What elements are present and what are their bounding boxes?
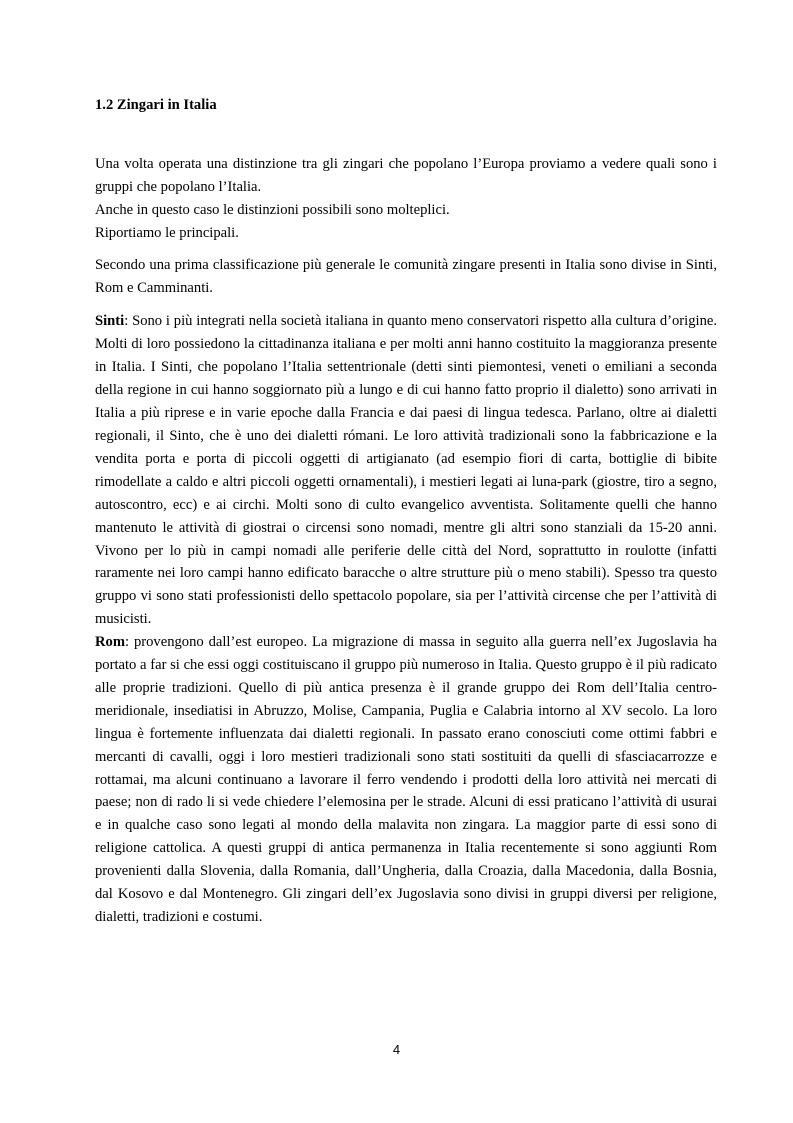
sinti-paragraph bbox=[95, 310, 717, 631]
section-heading: 1.2 Zingari in Italia bbox=[95, 97, 217, 113]
sinti-term: Sinti bbox=[95, 313, 125, 330]
sinti-description: : Sono i più integrati nella società italiana in quanto meno conservatori rispetto alla cultura d’origine. Molti di loro possiedono la cittadinanza italiana e per molti anni hanno costituito la maggioranza presente in Italia. I Sinti, che popolano l’Italia settentrionale (detti sinti piemontesi, veneti o emiliani a seconda della regione in cui hanno soggiornato più a lungo e di cui hanno fatto proprio il dialetto) sono arrivati in Italia a più riprese e in varie epoche dalla Francia e dai paesi di lingua tedesca. Parlano, oltre ai dialetti regionali, il Sinto, che è uno dei dialetti rómani. Le loro attività tradizionali sono la fabbricazione e la vendita porta e porta di piccoli oggetti di artigianato (ad esempio fiori di carta, bottiglie di bibite rimodellate a caldo e altri piccoli oggetti ornamentali), i mestieri legati ai luna-park (giostre, tiro a segno, autoscontro, ecc) e ai circhi. Molti sono di culto evangelico avventista. Solitamente quelli che hanno mantenuto le attività di giostrai o circensi sono nomadi, mentre gli altri sono stanziali da 15-20 anni. Vivono per lo più in campi nomadi alle periferie delle città del Nord, soprattutto in roulotte (infatti raramente nei loro campi hanno edificato baracche o altre strutture più o meno stabili). Spesso tra questo gruppo vi sono stati professionisti dello spettacolo popolare, sia per l’attività circense che per l’attività di musicisti. bbox=[95, 313, 717, 628]
intro-line-principal: Riportiamo le principali. bbox=[95, 224, 239, 241]
rom-description: : provengono dall’est europeo. La migrazione di massa in seguito alla guerra nell’ex Jugoslavia ha portato a far si che essi oggi costituiscano il gruppo più numeroso in Italia. Questo gruppo è il più radicato alle proprie tradizioni. Quello di più antica presenza è il grande gruppo dei Rom dell’Italia centro-meridionale, insediatisi in Abruzzo, Molise, Campania, Puglia e Calabria intorno al XV secolo. La loro lingua è fortemente influenzata dai dialetti regionali. In passato erano conosciuti come ottimi fabbri e mercanti di cavalli, oggi i loro mestieri tradizionali sono stati sostituiti da quelli di sfasciacarrozze e rottamai, ma alcuni continuano a lavorare il ferro vendendo i prodotti della loro attività nei mercati di paese; non di rado li si vede chiedere l’elemosina per le strade. Alcuni di essi praticano l’attività di usurai e in qualche caso sono legati al mondo della malavita non zingara. La maggior parte di essi sono di religione cattolica. A questi gruppi di antica permanenza in Italia recentemente si sono aggiunti Rom provenienti dalla Slovenia, dalla Romania, dall’Ungheria, dalla Croazia, dalla Macedonia, dalla Bosnia, dal Kosovo e dal Montenegro. Gli zingari dell’ex Jugoslavia sono divisi in gruppi diversi per religione, dialetti, tradizioni e costumi. bbox=[95, 634, 717, 925]
paragraph-spacer bbox=[95, 299, 717, 310]
classification-paragraph: Secondo una prima classificazione più generale le comunità zingare presenti in Italia sono divise in Sinti, Rom e Camminanti. bbox=[95, 256, 717, 296]
intro-paragraph: Una volta operata una distinzione tra gli zingari che popolano l’Europa proviamo a vedere quali sono i gruppi che popolano l’Italia. bbox=[95, 156, 717, 195]
rom-paragraph bbox=[95, 631, 717, 929]
page-body bbox=[95, 94, 717, 929]
page-number: 4 bbox=[392, 1042, 401, 1057]
paragraph-spacer bbox=[95, 245, 717, 254]
rom-term: Rom bbox=[95, 634, 125, 651]
intro-line-distinctions: Anche in questo caso le distinzioni possibili sono molteplici. bbox=[95, 201, 450, 218]
